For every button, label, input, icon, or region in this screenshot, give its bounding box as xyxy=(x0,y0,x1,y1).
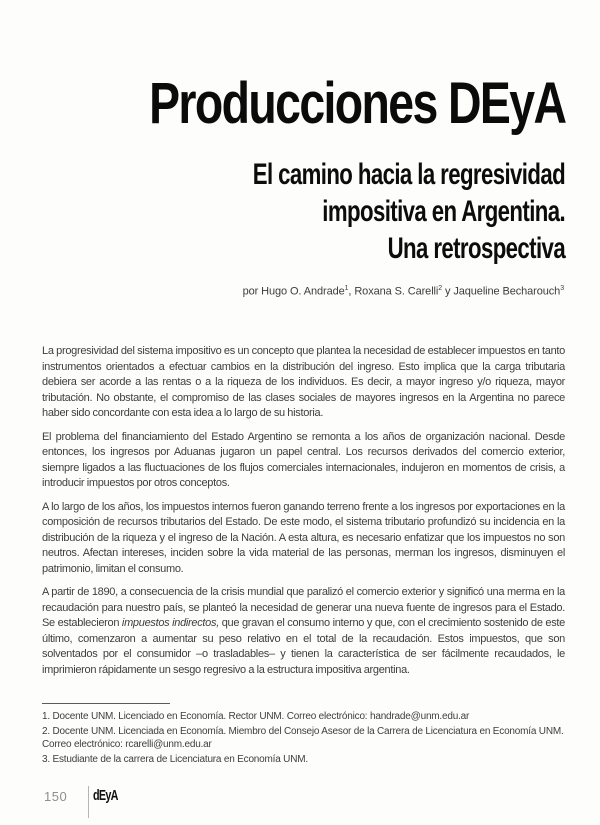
footer-divider xyxy=(88,786,89,818)
article-title-line-2: impositiva en Argentina. xyxy=(322,195,565,228)
emphasized-term: impuestos indirectos, xyxy=(121,617,219,629)
paragraph-4-text-after: que gravan el consumo interno y que, con el crecimiento sostenido de este último, comenzaron a aumentar su peso relativo en el total de la recaudación. Estos impuestos, que son solventados por el consumidor –o trasladables– y tienen la característica de ser fácilmente recaudados, le imprimieron rápidamente un sesgo regresivo a la estructura impositiva argentina. xyxy=(42,617,565,676)
byline-author-1: por Hugo O. Andrade xyxy=(242,285,345,298)
byline-author-3: y Jaqueline Becharouch xyxy=(442,285,561,298)
footnote-ref-3: 3 xyxy=(560,285,564,292)
body-paragraph-3: A lo largo de los años, los impuestos internos fueron ganando terreno frente a los ingresos por exportaciones en la composición de recursos tributarios del Estado. De este modo, el sistema tributario profundizó su incidencia en la distribución de la riqueza y el ingreso de la Nación. A esta altura, es necesario enfatizar que los impuestos no son neutros. Afectan intereses, inciden sobre la vida material de las personas, merman los ingresos, disminuyen el patrimonio, limitan el consumo. xyxy=(42,500,565,575)
body-paragraph-4 xyxy=(42,585,565,678)
byline-author-2: , Roxana S. Carelli xyxy=(348,285,439,298)
body-paragraph-1: La progresividad del sistema impositivo es un concepto que plantea la necesidad de establecer impuestos en tanto instrumentos orientados a efectuar cambios en la distribución del ingreso. Esto implica que la carga tributaria debiera ser acorde a las rentas o a la riqueza de los individuos. Es decir, a mayor ingreso y/o riqueza, mayor tributación. No obstante, el compromiso de las clases sociales de mayores ingresos en la Argentina no parece haber sido concordante con esta idea a lo largo de su historia. xyxy=(42,345,565,419)
article-title-line-1: El camino hacia la regresividad xyxy=(252,158,565,191)
page-number: 150 xyxy=(44,789,68,804)
article-title-line-3: Una retrospectiva xyxy=(387,232,565,265)
article-body xyxy=(42,344,565,686)
article-title xyxy=(253,156,565,267)
journal-logo: dEyA xyxy=(93,787,118,804)
section-title: Producciones DEyA xyxy=(148,71,565,136)
footnotes xyxy=(42,703,565,768)
footnote-separator xyxy=(42,703,170,704)
footnote-3: 3. Estudiante de la carrera de Licenciatura en Economía UNM. xyxy=(42,754,308,765)
byline xyxy=(243,285,564,298)
footnote-1: 1. Docente UNM. Licenciado en Economía. Rector UNM. Correo electrónico: handrade@unm.edu.ar xyxy=(42,711,470,722)
body-paragraph-2: El problema del financiamiento del Estado Argentino se remonta a los años de organización nacional. Desde entonces, los ingresos por Aduanas jugaron un papel central. Los recursos derivados del comercio exterior, siempre ligados a las fluctuaciones de los flujos comerciales internacionales, indujeron en momentos de crisis, a introducir impuestos por otros conceptos. xyxy=(42,430,565,489)
footnote-2: 2. Docente UNM. Licenciada en Economía. Miembro del Consejo Asesor de la Carrera de Licenciatura en Economía UNM. Correo electrónico: rcarelli@unm.edu.ar xyxy=(42,726,564,750)
footnote-ref-1: 1 xyxy=(344,285,349,292)
paragraph-4-text-before: A partir de 1890, a consecuencia de la crisis mundial que paralizó el comercio exterior y significó una merma en la recaudación para nuestro país, se planteó la necesidad de generar una nueva fuente de ingresos para el Estado. Se establecieron xyxy=(42,586,565,629)
footnote-ref-2: 2 xyxy=(438,285,443,292)
